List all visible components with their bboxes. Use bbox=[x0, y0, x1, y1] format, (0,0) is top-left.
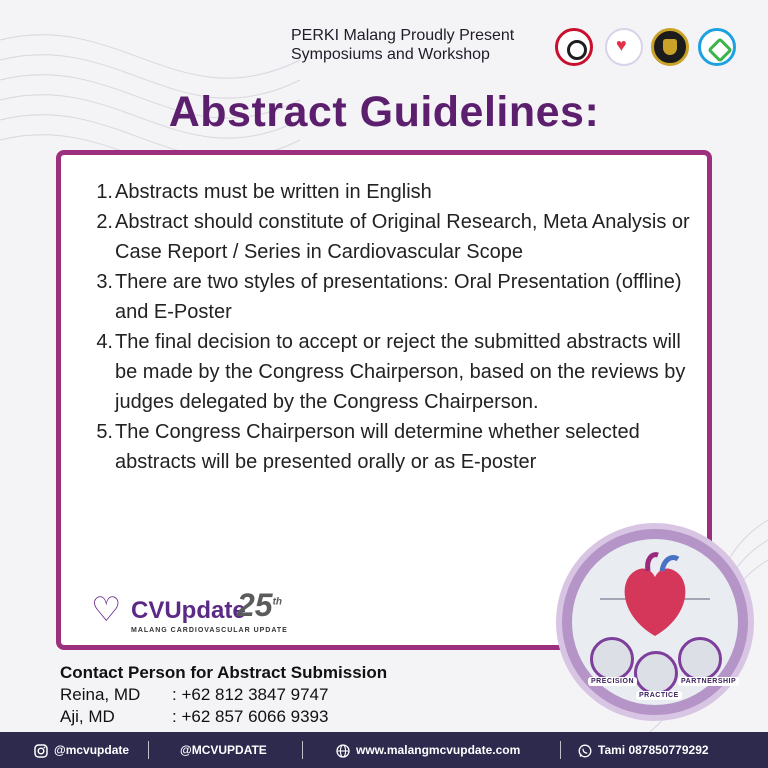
guideline-text: Abstracts must be written in English bbox=[115, 181, 432, 203]
anatomical-heart-icon bbox=[600, 551, 710, 641]
guideline-number: 3. bbox=[96, 271, 113, 293]
guideline-item bbox=[89, 417, 699, 477]
cvupdate-logo-subtitle: MALANG CARDIOVASCULAR UPDATE bbox=[131, 627, 288, 634]
badge-label-precision: PRECISION bbox=[588, 677, 637, 686]
footer-website[interactable] bbox=[336, 732, 520, 768]
guideline-text: The Congress Chairperson will determine whether selected abstracts will be presented orally or as E-poster bbox=[115, 421, 640, 473]
guideline-item bbox=[89, 267, 699, 327]
cvupdate-logo bbox=[87, 587, 307, 637]
guideline-item bbox=[89, 327, 699, 417]
website-url: www.malangmcvupdate.com bbox=[356, 743, 521, 757]
event-badge bbox=[556, 523, 754, 721]
contact-phone[interactable]: : +62 812 3847 9747 bbox=[172, 685, 329, 704]
heart-association-logo bbox=[605, 28, 643, 66]
perki-logo bbox=[555, 28, 593, 66]
contact-section bbox=[60, 662, 500, 728]
contact-name: Aji, MD bbox=[60, 707, 115, 726]
whatsapp-icon bbox=[578, 744, 592, 758]
medical-cross-logo bbox=[698, 28, 736, 66]
footer-divider bbox=[302, 741, 303, 759]
precision-image bbox=[590, 637, 634, 681]
instagram-icon bbox=[34, 744, 48, 758]
footer-divider bbox=[148, 741, 149, 759]
guideline-number: 5. bbox=[96, 421, 113, 443]
header-text bbox=[291, 26, 551, 64]
guideline-text: Abstract should constitute of Original Research, Meta Analysis or Case Report / Series in Cardiovascular Scope bbox=[115, 211, 690, 263]
contact-title: Contact Person for Abstract Submission bbox=[60, 663, 388, 682]
guideline-text: There are two styles of presentations: Oral Presentation (offline) and E-Poster bbox=[115, 271, 682, 323]
header-line-2: Symposiums and Workshop bbox=[291, 46, 490, 63]
badge-label-practice: PRACTICE bbox=[636, 691, 682, 700]
footer-instagram[interactable] bbox=[34, 732, 129, 768]
whatsapp-contact: Tami 087850779292 bbox=[598, 743, 709, 757]
footer-bar bbox=[0, 732, 768, 768]
edition-number: 25 bbox=[237, 587, 273, 623]
guideline-number: 1. bbox=[96, 181, 113, 203]
university-crest-logo bbox=[651, 28, 689, 66]
cvupdate-logo-edition bbox=[237, 587, 282, 624]
practice-image bbox=[634, 651, 678, 695]
footer-divider bbox=[560, 741, 561, 759]
cvupdate-logo-name: CVUpdate bbox=[131, 597, 246, 624]
footer-tiktok[interactable] bbox=[180, 732, 267, 768]
badge-inner bbox=[572, 539, 738, 705]
globe-icon bbox=[336, 744, 350, 758]
footer-whatsapp[interactable] bbox=[578, 732, 709, 768]
contact-name: Reina, MD bbox=[60, 685, 141, 704]
instagram-handle: @mcvupdate bbox=[54, 743, 130, 757]
page-title: Abstract Guidelines: bbox=[168, 88, 600, 136]
partnership-image bbox=[678, 637, 722, 681]
guideline-number: 4. bbox=[96, 331, 113, 353]
header-line-1: PERKI Malang Proudly Present bbox=[291, 27, 515, 44]
partner-logos bbox=[555, 28, 745, 72]
heart-icon: ♡ bbox=[91, 591, 122, 629]
guideline-number: 2. bbox=[96, 211, 113, 233]
guideline-item bbox=[89, 207, 699, 267]
contact-row bbox=[60, 706, 500, 728]
contact-phone[interactable]: : +62 857 6066 9393 bbox=[172, 707, 329, 726]
edition-suffix: th bbox=[272, 596, 283, 608]
guidelines-list bbox=[89, 177, 699, 477]
tiktok-handle: @MCVUPDATE bbox=[180, 743, 267, 757]
contact-row bbox=[60, 684, 500, 706]
badge-label-partnership: PARTNERSHIP bbox=[678, 677, 739, 686]
guideline-item bbox=[89, 177, 699, 207]
guideline-text: The final decision to accept or reject the submitted abstracts will be made by the Congress Chairperson, based on the reviews by judges delegated by the Congress Chairperson. bbox=[115, 331, 686, 413]
